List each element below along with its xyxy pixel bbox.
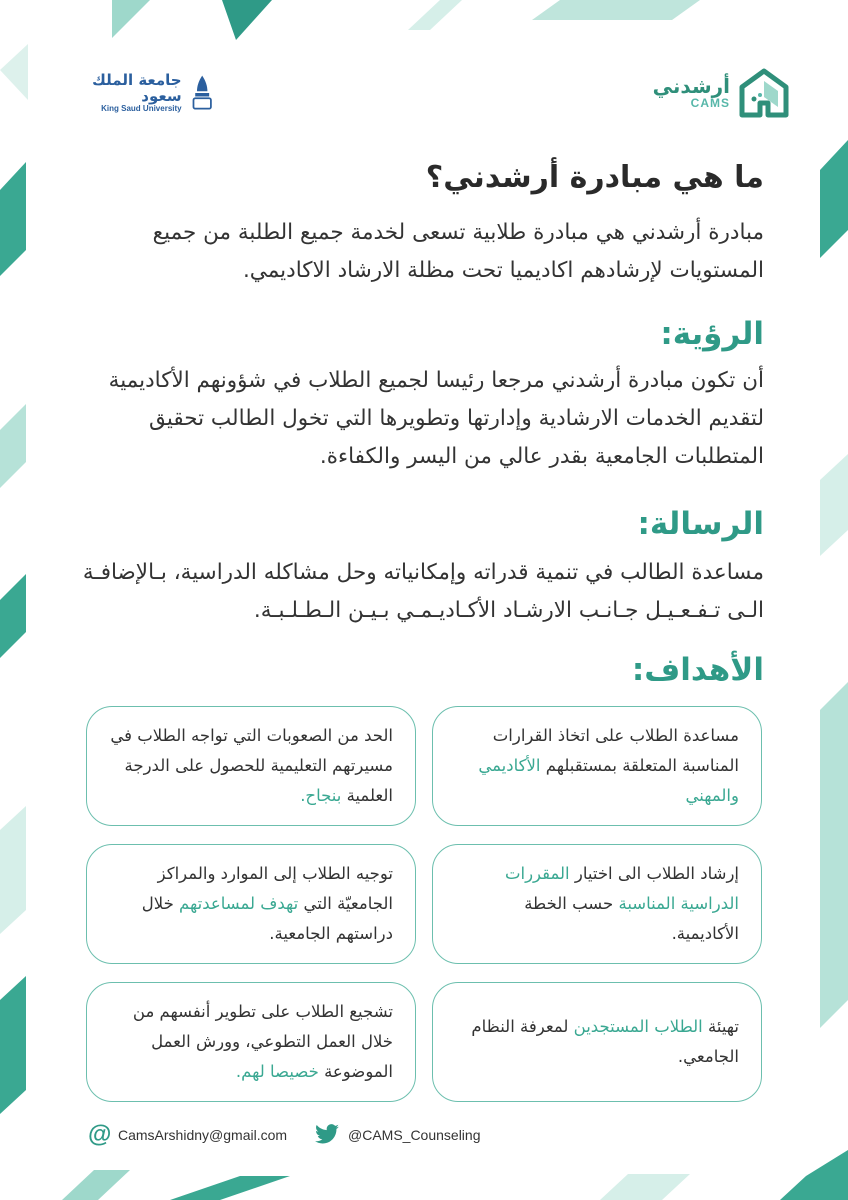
cams-house-icon <box>738 67 790 119</box>
goal-text: إرشاد الطلاب الى اختيار المقررات الدراسية المناسبة حسب الخطة الأكاديمية. <box>504 864 739 943</box>
vision-text: أن تكون مبادرة أرشدني مرجعا رئيسا لجميع الطلاب في شؤونهم الأكاديمية لتقديم الخدمات الارشادية وإدارتها وتطويرها التي تخول الطالب تحقيق المتطلبات الجامعية بقدر عالي من اليسر والكفاءة. <box>108 368 764 469</box>
at-icon: @ <box>88 1121 112 1148</box>
contact-twitter[interactable] <box>314 1120 481 1150</box>
mission-text: مساعدة الطالب في تنمية قدراته وإمكانياته وحل مشاكله الدراسية، بـالإضافـة الـى تـفـعـيـل جـانـب الارشـاد الأكـاديـمـي بـيـن الـطـلـبـة. <box>82 560 764 623</box>
goal-text: تشجيع الطلاب على تطوير أنفسهم من خلال العمل التطوعي، وورش العمل الموضوعة خصيصا لهم. <box>132 1002 393 1081</box>
goal-card <box>432 982 762 1102</box>
goal-text: توجيه الطلاب إلى الموارد والمراكز الجامعيّة التي تهدف لمساعدتهم خلال دراستهم الجامعية. <box>141 864 393 943</box>
twitter-handle: @CAMS_Counseling <box>348 1127 481 1143</box>
contact-email[interactable] <box>88 1120 287 1150</box>
vision-title: الرؤية: <box>660 316 764 352</box>
ksu-name-ar: جامعة الملك سعود <box>92 71 182 105</box>
ksu-name-en: King Saud University <box>101 103 182 113</box>
goal-card <box>86 844 416 964</box>
twitter-bird-icon <box>314 1124 340 1146</box>
cams-logo <box>650 58 790 128</box>
intro-title: ما هي مبادرة أرشدني؟ <box>425 160 764 195</box>
goal-text: تهيئة الطلاب المستجدين لمعرفة النظام الجامعي. <box>471 1017 739 1066</box>
goal-text: مساعدة الطلاب على اتخاذ القرارات المناسبة المتعلقة بمستقبلهم الأكاديمي والمهني <box>478 726 739 805</box>
goal-card <box>432 706 762 826</box>
cams-name-en: CAMS <box>690 96 730 111</box>
intro-text: مبادرة أرشدني هي مبادرة طلابية تسعى لخدمة جميع الطلبة من جميع المستويات لإرشادهم اكاديميا تحت مظلة الارشاد الاكاديمي. <box>152 220 764 283</box>
email-text: CamsArshidny@gmail.com <box>118 1127 288 1143</box>
mission-title: الرسالة: <box>637 506 764 542</box>
goal-card <box>86 706 416 826</box>
goal-card <box>86 982 416 1102</box>
ksu-logo <box>64 58 214 128</box>
cams-name-ar: أرشدني <box>652 74 730 99</box>
goal-card <box>432 844 762 964</box>
goals-title: الأهداف: <box>631 652 764 688</box>
goal-text: الحد من الصعوبات التي تواجه الطلاب في مسيرتهم التعليمية للحصول على الدرجة العلمية بنجاح. <box>110 726 393 805</box>
ksu-emblem-icon <box>190 71 214 115</box>
